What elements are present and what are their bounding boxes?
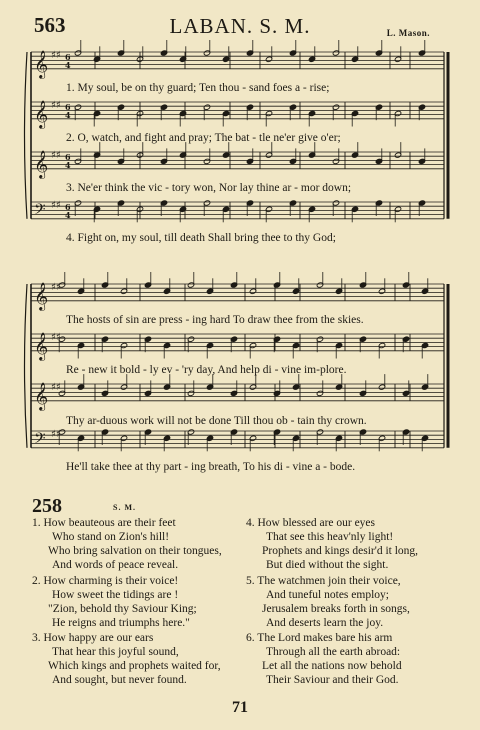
stanza-line: 3. How happy are our ears: [32, 632, 154, 644]
page-number: 71: [232, 699, 248, 716]
stanza-line: Prophets and kings desir'd it long,: [262, 545, 419, 557]
stanza-line: Let all the nations now behold: [262, 660, 402, 672]
stanza-line: Through all the earth abroad:: [266, 646, 401, 658]
key-signature-glyph: ♯♯: [51, 150, 61, 161]
stanza-line: That hear this joyful sound,: [52, 646, 179, 658]
key-signature-glyph: ♯♯: [51, 200, 61, 211]
stanza-line: Jerusalem breaks forth in songs,: [262, 603, 410, 615]
key-signature-glyph: ♯♯: [51, 100, 61, 111]
stanza-5: [246, 574, 410, 630]
lyric-verse-1-bottom: The hosts of sin are press - ing hard To draw thee from the skies.: [66, 314, 364, 326]
stanza-6: [246, 631, 402, 687]
key-signature-glyph: ♯♯: [51, 429, 61, 440]
time-signature-glyph: 4: [65, 60, 71, 70]
time-signature-glyph: 6: [65, 102, 71, 112]
stanza-line: Who bring salvation on their tongues,: [48, 545, 222, 557]
stanza-line: And sought, but never found.: [52, 674, 187, 686]
time-signature-glyph: 6: [65, 152, 71, 162]
text-hymn-meter: S. M.: [113, 503, 136, 512]
stanza-line: He reigns and triumphs here.": [52, 617, 190, 629]
key-signature-glyph: ♯♯: [51, 50, 61, 61]
stanza-line: Who stand on Zion's hill!: [52, 531, 170, 543]
clef-glyph: 𝄞: [34, 49, 49, 78]
stanza-line: 1. How beauteous are their feet: [32, 517, 176, 529]
stanza-line: 2. How charming is their voice!: [32, 575, 179, 587]
stanza-line: "Zion, behold thy Saviour King;: [48, 603, 197, 615]
key-signature-glyph: ♯♯: [51, 282, 61, 293]
stanza-line: Their Saviour and their God.: [266, 674, 399, 686]
time-signature-glyph: 6: [65, 202, 71, 212]
time-signature-glyph: 4: [65, 160, 71, 170]
lyric-verse-4-top: 4. Fight on, my soul, till death Shall bring thee to thy God;: [66, 232, 336, 244]
stanza-1: [32, 516, 222, 572]
stanza-line: And tuneful notes employ;: [266, 589, 389, 601]
clef-glyph: 𝄢: [34, 429, 46, 451]
stanza-line: Which kings and prophets waited for,: [48, 660, 221, 672]
stanza-line: How sweet the tidings are !: [52, 589, 179, 601]
clef-glyph: 𝄞: [34, 331, 49, 360]
lyric-verse-1-top: 1. My soul, be on thy guard; Ten thou - sand foes a - rise;: [66, 82, 330, 94]
stanza-line: 4. How blessed are our eyes: [246, 517, 376, 529]
key-signature-glyph: ♯♯: [51, 332, 61, 343]
system-bracket: [25, 284, 28, 448]
stanza-line: That see this heav'nly light!: [266, 531, 394, 543]
clef-glyph: 𝄞: [34, 99, 49, 128]
stanza-4: [246, 516, 418, 572]
clef-glyph: 𝄞: [34, 381, 49, 410]
lyric-verse-2-top: 2. O, watch, and fight and pray; The bat - tle ne'er give o'er;: [66, 132, 341, 144]
clef-glyph: 𝄞: [34, 281, 49, 310]
clef-glyph: 𝄞: [34, 149, 49, 178]
system-bracket: [25, 52, 28, 219]
lyric-verse-3-bottom: Thy ar-duous work will not be done Till thou ob - tain thy crown.: [66, 415, 367, 427]
lyric-verse-4-bottom: He'll take thee at thy part - ing breath, To his di - vine a - bode.: [66, 461, 356, 473]
hymn-title: LABAN. S. M.: [169, 14, 311, 38]
stanza-2: [32, 574, 197, 630]
stanza-line: 5. The watchmen join their voice,: [246, 575, 401, 587]
composer-credit: L. Mason.: [386, 28, 430, 38]
stanza-line: But died without the sight.: [266, 559, 389, 571]
stanza-line: And words of peace reveal.: [52, 559, 179, 571]
clef-glyph: 𝄢: [34, 200, 46, 222]
key-signature-glyph: ♯♯: [51, 382, 61, 393]
stanza-line: And deserts learn the joy.: [266, 617, 384, 629]
time-signature-glyph: 4: [65, 210, 71, 220]
stanza-line: 6. The Lord makes bare his arm: [246, 632, 393, 644]
lyric-verse-3-top: 3. Ne'er think the vic - tory won, Nor lay thine ar - mor down;: [66, 182, 352, 194]
hymn-number: 563: [34, 13, 66, 37]
time-signature-glyph: 4: [65, 110, 71, 120]
text-hymn-number: 258: [32, 495, 62, 517]
stanza-3: [32, 631, 221, 687]
time-signature-glyph: 6: [65, 52, 71, 62]
lyric-verse-2-bottom: Re - new it bold - ly ev - 'ry day, And help di - vine im-plore.: [66, 364, 347, 376]
